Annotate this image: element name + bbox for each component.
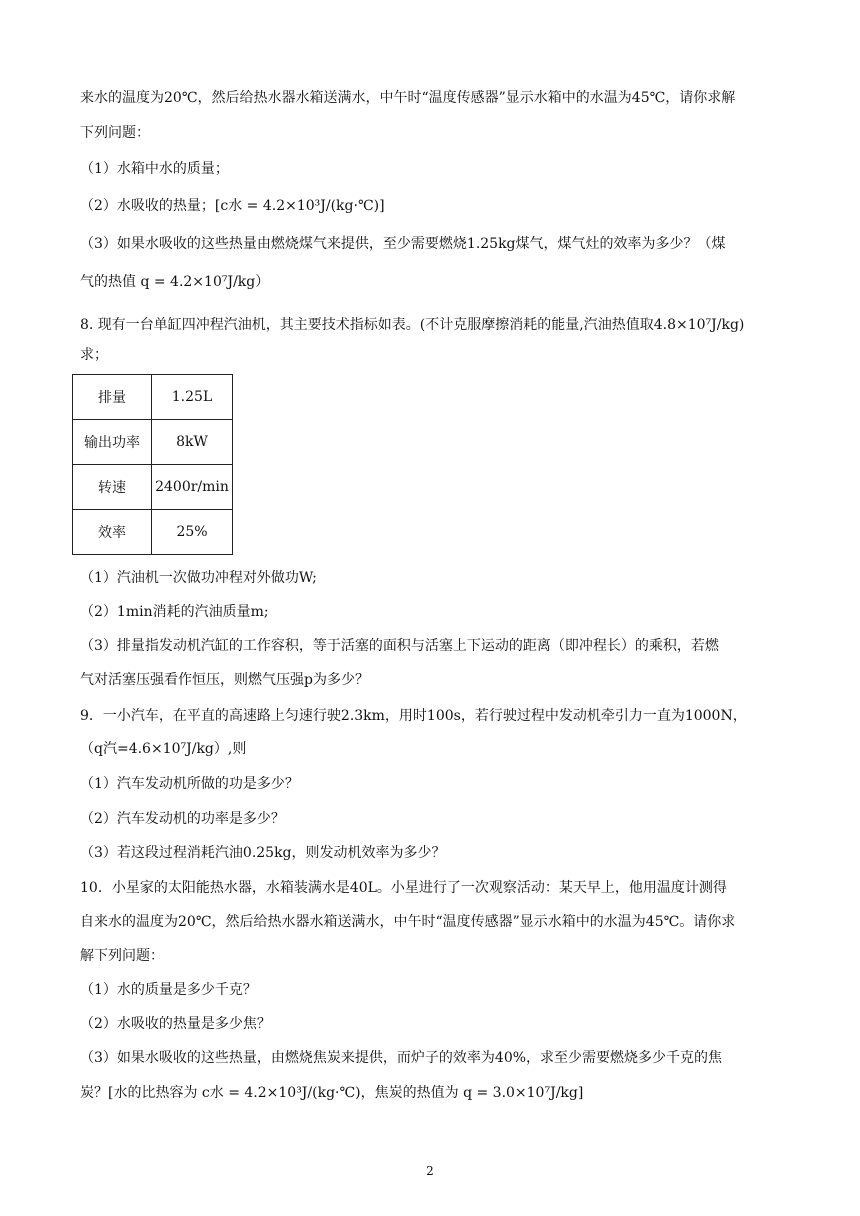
- text-line: （2）水吸收的热量；[c水 = 4.2×10³J/(kg·℃)]: [80, 198, 385, 214]
- question-9-line: 9．一小汽车，在平直的高速路上匀速行驶2.3km，用时100s，若行驶过程中发动机牵引力一直为1000N，: [80, 708, 747, 724]
- table-row: [73, 375, 233, 420]
- table-row: [73, 420, 233, 465]
- spec-table: [72, 374, 233, 555]
- table-cell-label: 输出功率: [73, 420, 152, 465]
- table-cell-value: 1.25L: [152, 375, 233, 420]
- question-10-line: 10．小星家的太阳能热水器，水箱装满水是40L。小星进行了一次观察活动：某天早上，他用温度计测得: [80, 880, 727, 896]
- text-line: （q汽=4.6×10⁷J/kg）,则: [80, 741, 247, 757]
- text-line: （3）如果水吸收的这些热量由燃烧煤气来提供，至少需要燃烧1.25kg煤气，煤气灶的效率为多少？（煤: [80, 236, 726, 252]
- text-line: 气的热值 q = 4.2×10⁷J/kg）: [80, 274, 270, 290]
- table-cell-label: 效率: [73, 510, 152, 555]
- text-line: （3）如果水吸收的这些热量，由燃烧焦炭来提供，而炉子的效率为40%，求至少需要燃烧多少千克的焦: [80, 1050, 723, 1066]
- text-line: （3）若这段过程消耗汽油0.25kg，则发动机效率为多少？: [80, 845, 446, 861]
- text-line: （2）汽车发动机的功率是多少？: [80, 811, 285, 827]
- text-line: （1）水箱中水的质量；: [80, 161, 229, 177]
- text-line: 求；: [80, 347, 108, 363]
- question-8-line: 8. 现有一台单缸四冲程汽油机，其主要技术指标如表。(不计克服摩擦消耗的能量,汽油热值取4.8×10⁷J/kg): [80, 317, 745, 333]
- table-cell-value: 25%: [152, 510, 233, 555]
- page-number: 2: [426, 1164, 434, 1178]
- text-line: 气对活塞压强看作恒压，则燃气压强p为多少？: [80, 672, 369, 688]
- text-line: （1）汽油机一次做功冲程对外做功W;: [80, 570, 317, 586]
- text-line: （1）汽车发动机所做的功是多少？: [80, 776, 299, 792]
- text-line: 来水的温度为20℃，然后给热水器水箱送满水，中午时“温度传感器”显示水箱中的水温为45℃，请你求解: [80, 90, 736, 106]
- table-cell-value: 2400r/min: [152, 465, 233, 510]
- text-line: （2）水吸收的热量是多少焦？: [80, 1016, 271, 1032]
- text-line: 解下列问题：: [80, 948, 164, 964]
- text-line: 下列问题：: [80, 125, 150, 141]
- text-line: （1）水的质量是多少千克？: [80, 982, 257, 998]
- text-line: （3）排量指发动机汽缸的工作容积，等于活塞的面积与活塞上下运动的距离（即冲程长）的乘积，若燃: [80, 638, 719, 654]
- text-line: （2）1min消耗的汽油质量m;: [80, 604, 269, 620]
- table-cell-value: 8kW: [152, 420, 233, 465]
- text-line: 炭？[水的比热容为 c水 = 4.2×10³J/(kg·℃)，焦炭的热值为 q = 3.0×10⁷J/kg]: [80, 1085, 584, 1101]
- table-cell-label: 排量: [73, 375, 152, 420]
- text-line: 自来水的温度为20℃，然后给热水器水箱送满水，中午时“温度传感器”显示水箱中的水温为45℃。请你求: [80, 914, 736, 930]
- table-row: [73, 510, 233, 555]
- table-row: [73, 465, 233, 510]
- table-cell-label: 转速: [73, 465, 152, 510]
